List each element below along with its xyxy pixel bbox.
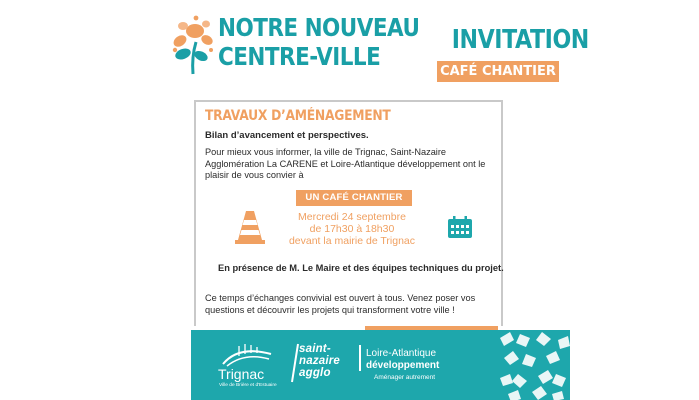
la-tagline: Aménager autrement	[374, 374, 436, 381]
trignac-name: Trignac	[218, 366, 265, 382]
event-location: devant la mairie de Trignac	[288, 235, 416, 247]
snag-line-1: saint-	[299, 343, 331, 355]
card-subtitle: Bilan d’avancement et perspectives.	[205, 130, 369, 141]
calendar-icon	[447, 215, 473, 239]
event-time: de 17h30 à 18h30	[309, 223, 395, 235]
presence-note: En présence de M. Le Maire et des équipes techniques du projet.	[218, 263, 504, 273]
pattern-decoration	[498, 330, 570, 400]
invitation-heading: INVITATION	[451, 25, 589, 55]
card-title: TRAVAUX D’AMÉNAGEMENT	[205, 108, 391, 124]
snag-line-2: nazaire	[299, 355, 341, 367]
la-name-line-1: Loire-Atlantique	[366, 348, 437, 359]
event-date: Mercredi 24 septembre	[298, 211, 406, 223]
snag-line-3: agglo	[299, 367, 331, 379]
trignac-tagline: Ville de Brière et d'Estuaire	[219, 383, 277, 388]
cafe-chantier-badge: CAFÉ CHANTIER	[437, 61, 559, 82]
intro-paragraph: Pour mieux vous informer, la ville de Trignac, Saint-Nazaire Agglomération La CARENE et Loire-Atlantique développement ont le plaisir de vous convier à	[205, 147, 486, 180]
title-line-2: CENTRE-VILLE	[218, 42, 381, 71]
page-title	[218, 13, 419, 71]
title-line-1: NOTRE NOUVEAU	[218, 13, 420, 42]
event-datetime	[277, 211, 427, 247]
leaf-logo-icon	[171, 14, 215, 76]
event-badge: UN CAFÉ CHANTIER	[296, 190, 412, 206]
la-name-line-2: développement	[366, 360, 440, 371]
traffic-cone-icon	[233, 209, 267, 245]
outro-paragraph: Ce temps d’échanges convivial est ouvert à tous. Venez poser vos questions et découvrir les projets qui transforment votre ville !	[205, 293, 476, 315]
la-divider	[359, 345, 361, 371]
